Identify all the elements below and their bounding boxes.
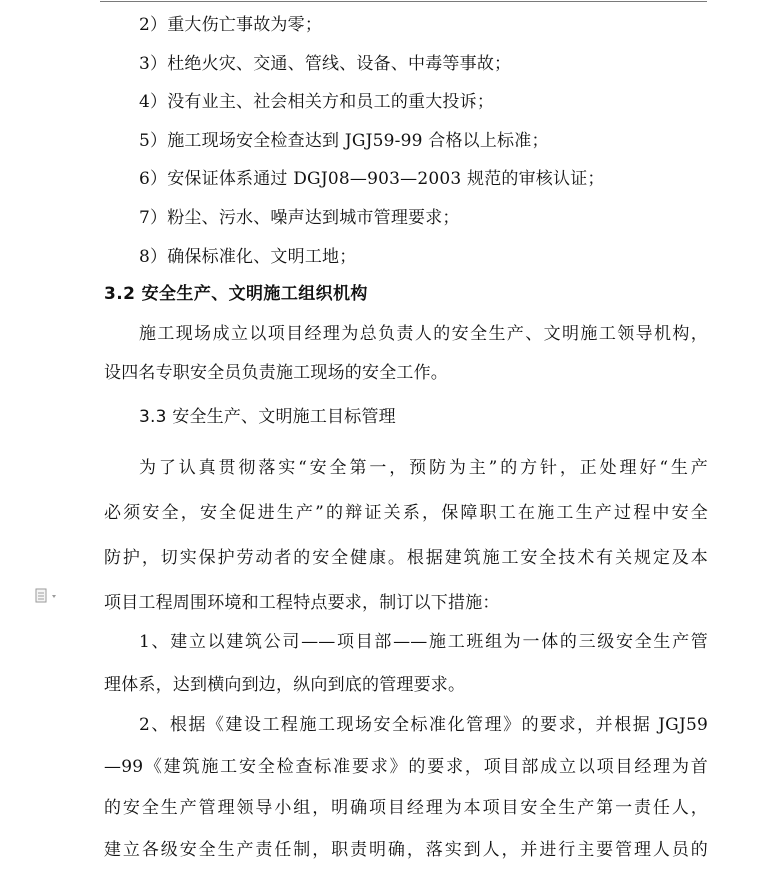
list-item: 7）粉尘、污水、噪声达到城市管理要求； (139, 208, 460, 228)
paragraph-line (104, 456, 708, 480)
paragraph-line (104, 322, 708, 346)
list-item: 3）杜绝火灾、交通、管线、设备、中毒等事故； (139, 54, 512, 74)
list-item: 4）没有业主、社会相关方和员工的重大投诉； (139, 92, 495, 112)
paragraph-line-text: 为了认真贯彻落实“安全第一，预防为主”的方针，正处理好“生产 (139, 458, 708, 478)
paragraph-line (104, 713, 708, 737)
paragraph-line: 防护，切实保护劳动者的安全健康。根据建筑施工安全技术有关规定及本 (104, 548, 708, 568)
paragraph-line (104, 630, 708, 654)
paragraph-line: 必须安全，安全促进生产”的辩证关系，保障职工在施工生产过程中安全 (104, 503, 708, 523)
document-paste-options-icon[interactable] (35, 588, 59, 604)
header-rule (100, 1, 707, 2)
list-item: 6）安保证体系通过 DGJ08—903—2003 规范的审核认证； (139, 169, 605, 189)
list-item: 2）重大伤亡事故为零； (139, 15, 323, 35)
paragraph-line-text: 1、建立以建筑公司——项目部——施工班组为一体的三级安全生产管 (139, 632, 708, 652)
list-item: 8）确保标准化、文明工地； (139, 247, 357, 267)
paragraph-line-text: 施工现场成立以项目经理为总负责人的安全生产、文明施工领导机构， (139, 324, 708, 344)
paragraph-line: 理体系，达到横向到边，纵向到底的管理要求。 (104, 675, 466, 695)
paragraph-line: 设四名专职安全员负责施工现场的安全工作。 (104, 363, 448, 383)
paragraph-line: 项目工程周围环境和工程特点要求，制订以下措施： (104, 593, 500, 613)
section-heading-3-2: 3.2 安全生产、文明施工组织机构 (104, 284, 368, 304)
paragraph-line-text: 2、根据《建设工程施工现场安全标准化管理》的要求，并根据 JGJ59 (139, 715, 708, 735)
paragraph-line: —99《建筑施工安全检查标准要求》的要求，项目部成立以项目经理为首 (104, 757, 708, 777)
paragraph-line: 建立各级安全生产责任制，职责明确，落实到人，并进行主要管理人员的 (104, 840, 708, 860)
list-item: 5）施工现场安全检查达到 JGJ59-99 合格以上标准； (139, 131, 549, 151)
section-heading-3-3: 3.3 安全生产、文明施工目标管理 (139, 407, 396, 427)
paragraph-line: 的安全生产管理领导小组，明确项目经理为本项目安全生产第一责任人， (104, 798, 708, 818)
